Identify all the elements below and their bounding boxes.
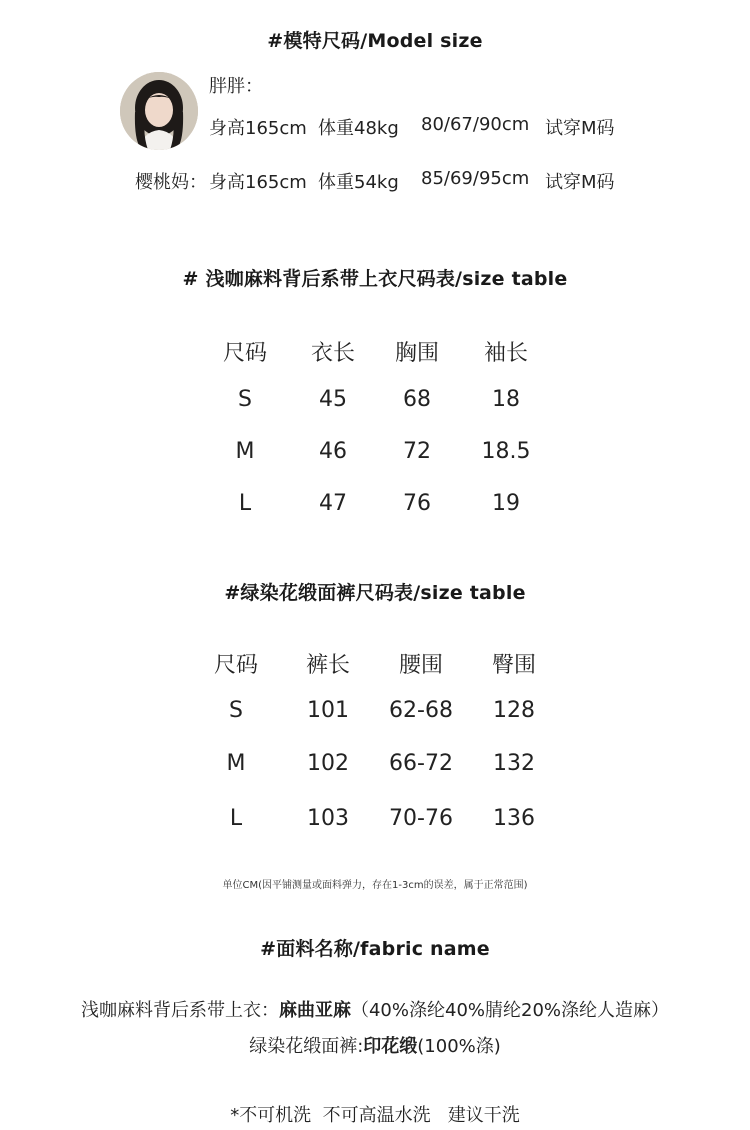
model-size-title: #模特尺码/Model size (267, 30, 483, 52)
table-cell: 103 (307, 805, 349, 831)
table-cell: 76 (403, 490, 431, 516)
table-row (201, 428, 555, 474)
table-cell: M (235, 438, 255, 464)
table-header-cell: 裤长 (305, 652, 350, 678)
table-header-cell: 袖长 (483, 340, 528, 366)
table-cell: 68 (403, 386, 431, 412)
model1-measurements: 80/67/90cm (421, 114, 530, 135)
table-cell: 101 (307, 697, 349, 723)
fabric-line-top (0, 996, 750, 1022)
table-header-cell: 腰围 (398, 652, 443, 678)
fabric-top-material: 麻曲亚麻 (278, 1000, 351, 1021)
model-photo-illustration (120, 72, 198, 150)
fabric-title: #面料名称/fabric name (260, 938, 490, 960)
model1-tried-size: 试穿M码 (545, 118, 615, 139)
table-cell: M (226, 750, 246, 776)
measurement-note: 单位CM(因平铺测量或面料弹力，存在1-3cm的误差，属于正常范围) (222, 880, 528, 891)
pants-size-table (190, 644, 560, 848)
table-row (190, 788, 560, 848)
fabric-line-pants (0, 1032, 750, 1058)
model2-tried-size: 试穿M码 (545, 172, 615, 193)
table-cell: L (238, 490, 252, 516)
table-cell: 19 (492, 490, 520, 516)
fabric-pants-material: 印花缎 (363, 1036, 418, 1057)
pants-size-table-title: #绿染花缎面裤尺码表/size table (224, 582, 526, 604)
table-cell: 45 (319, 386, 347, 412)
table-row (190, 738, 560, 788)
table-cell: 136 (493, 805, 535, 831)
care-instructions: *不可机洗 不可高温水洗 建议干洗 (230, 1105, 520, 1126)
model2-weight: 体重54kg (318, 172, 399, 193)
model2-name: 樱桃妈： (135, 172, 207, 193)
table-row (201, 474, 555, 532)
model1-height: 身高165cm (209, 118, 307, 139)
top-size-table (201, 332, 555, 532)
fabric-pants-composition: (100%涤) (417, 1036, 501, 1057)
table-cell: 18 (492, 386, 520, 412)
table-cell: 47 (319, 490, 347, 516)
table-cell: 66-72 (389, 750, 453, 776)
table-row (190, 682, 560, 738)
fabric-pants-label: 绿染花缎面裤: (249, 1036, 364, 1057)
model-avatar (120, 72, 198, 150)
table-cell: 46 (319, 438, 347, 464)
table-header-cell: 衣长 (310, 340, 355, 366)
table-header-row (190, 644, 560, 682)
table-cell: S (238, 386, 252, 412)
table-header-cell: 尺码 (222, 340, 267, 366)
table-cell: 128 (493, 697, 535, 723)
table-header-cell: 臀围 (491, 652, 536, 678)
fabric-top-label: 浅咖麻料背后系带上衣： (80, 1000, 279, 1021)
table-header-cell: 尺码 (213, 652, 258, 678)
table-row (201, 370, 555, 428)
model1-name: 胖胖： (209, 76, 263, 97)
table-cell: 18.5 (481, 438, 531, 464)
table-cell: 62-68 (389, 697, 453, 723)
table-cell: 102 (307, 750, 349, 776)
table-header-cell: 胸围 (394, 340, 439, 366)
table-header-row (201, 332, 555, 370)
table-cell: 132 (493, 750, 535, 776)
table-cell: S (229, 697, 243, 723)
table-cell: 70-76 (389, 805, 453, 831)
top-size-table-title: # 浅咖麻料背后系带上衣尺码表/size table (182, 268, 568, 290)
fabric-top-composition: （40%涤纶40%腈纶20%涤纶人造麻） (350, 1000, 670, 1021)
table-cell: 72 (403, 438, 431, 464)
model1-weight: 体重48kg (318, 118, 399, 139)
model2-measurements: 85/69/95cm (421, 168, 530, 189)
model2-height: 身高165cm (209, 172, 307, 193)
table-cell: L (229, 805, 243, 831)
